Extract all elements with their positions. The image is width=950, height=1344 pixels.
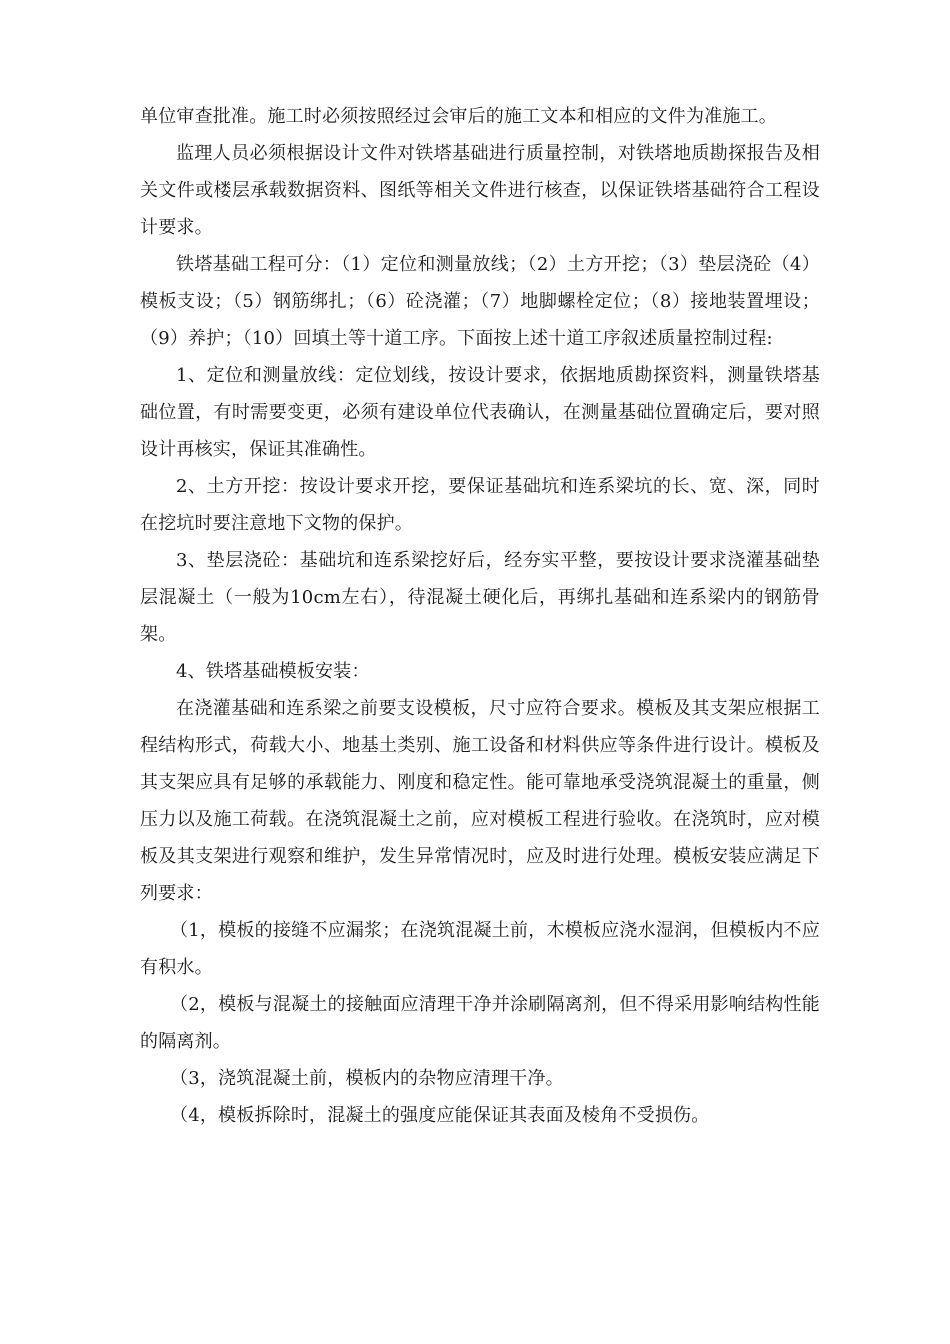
paragraph-step-2: 2、土方开挖：按设计要求开挖，要保证基础坑和连系梁坑的长、宽、深，同时在挖坑时要注意地下文物的保护。 xyxy=(140,476,820,534)
document-body xyxy=(140,98,820,1134)
paragraph-step-3: 3、垫层浇砼：基础坑和连系梁挖好后，经夯实平整，要按设计要求浇灌基础垫层混凝土（一般为10cm左右），待混凝土硬化后，再绑扎基础和连系梁内的钢筋骨架。 xyxy=(140,550,820,645)
paragraph-continuation: 单位审查批准。施工时必须按照经过会审后的施工文本和相应的文件为准施工。 xyxy=(140,106,777,127)
paragraph-supervision: 监理人员必须根据设计文件对铁塔基础进行质量控制，对铁塔地质勘探报告及相关文件或楼层承载数据资料、图纸等相关文件进行核查，以保证铁塔基础符合工程设计要求。 xyxy=(140,143,820,238)
paragraph-formwork: 在浇灌基础和连系梁之前要支设模板，尺寸应符合要求。模板及其支架应根据工程结构形式，荷载大小、地基土类别、施工设备和材料供应等条件进行设计。模板及其支架应具有足够的承载能力、刚度和稳定性。能可靠地承受浇筑混凝土的重量，侧压力以及施工荷载。在浇筑混凝土之前，应对模板工程进行验收。在浇筑时，应对模板及其支架进行观察和维护，发生异常情况时，应及时进行处理。模板安装应满足下列要求： xyxy=(140,698,820,904)
paragraph-requirement-3: （3，浇筑混凝土前，模板内的杂物应清理干净。 xyxy=(170,1068,564,1089)
paragraph-process-list: 铁塔基础工程可分：（1）定位和测量放线；（2）土方开挖；（3）垫层浇砼（4）模板支设；（5）钢筋绑扎；（6）砼浇灌；（7）地脚螺栓定位；（8）接地装置埋设；（9）养护；（10）回填土等十道工序。下面按上述十道工序叙述质量控制过程: xyxy=(140,254,820,349)
paragraph-requirement-1: （1，模板的接缝不应漏浆；在浇筑混凝土前，木模板应浇水湿润，但模板内不应有积水。 xyxy=(140,920,820,978)
paragraph-step-1: 1、定位和测量放线：定位划线，按设计要求，依据地质勘探资料，测量铁塔基础位置，有时需要变更，必须有建设单位代表确认，在测量基础位置确定后，要对照设计再核实，保证其准确性。 xyxy=(140,365,820,460)
paragraph-requirement-4: （4，模板拆除时，混凝土的强度应能保证其表面及棱角不受损伤。 xyxy=(170,1105,710,1126)
paragraph-step-4-heading: 4、铁塔基础模板安装： xyxy=(176,661,370,682)
paragraph-requirement-2: （2，模板与混凝土的接触面应清理干净并涂刷隔离剂，但不得采用影响结构性能的隔离剂。 xyxy=(140,994,820,1052)
